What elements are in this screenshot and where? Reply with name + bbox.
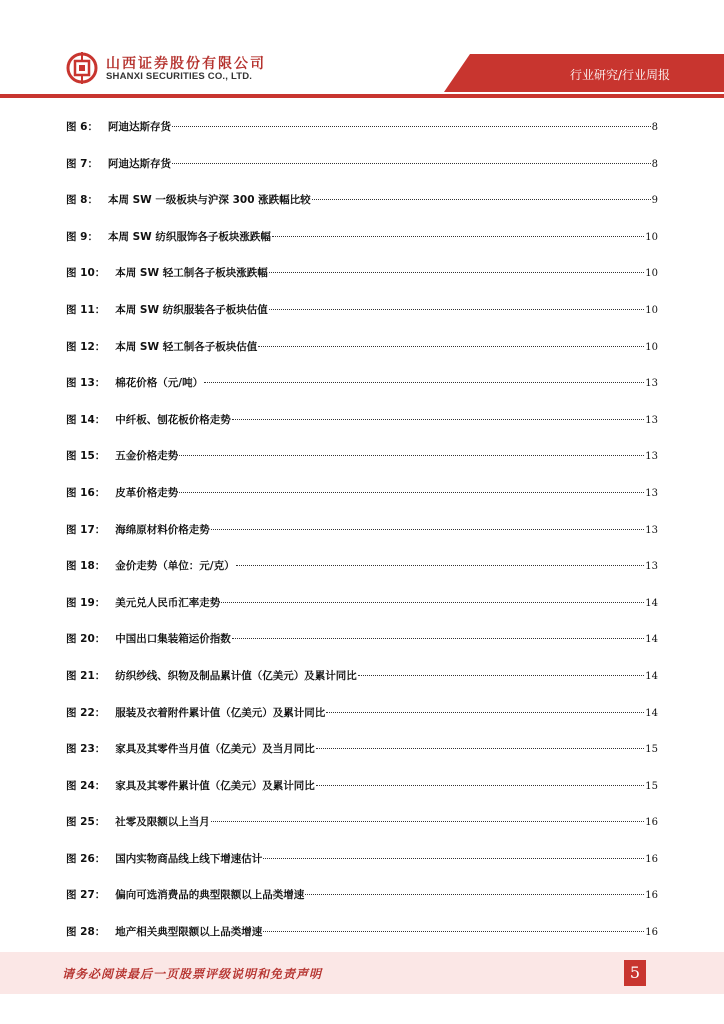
toc-dot-leader	[172, 126, 651, 127]
toc-figure-title[interactable]: 皮革价格走势	[115, 486, 179, 499]
toc-entry[interactable]	[66, 227, 658, 264]
toc-page-number[interactable]: 15	[645, 744, 658, 756]
shanxi-securities-logo-icon	[66, 52, 98, 84]
toc-dot-leader	[358, 675, 644, 676]
toc-page-number[interactable]: 14	[645, 707, 658, 719]
toc-figure-title[interactable]: 金价走势（单位：元/克）	[115, 560, 235, 573]
toc-page-number[interactable]: 16	[645, 927, 658, 939]
toc-entry[interactable]	[66, 337, 658, 374]
toc-figure-label: 图 13：	[66, 377, 106, 390]
toc-figure-label: 图 25：	[66, 816, 106, 829]
toc-page-number[interactable]: 8	[651, 158, 658, 170]
toc-figure-title[interactable]: 海绵原材料价格走势	[115, 523, 210, 536]
toc-dot-leader	[179, 455, 644, 456]
toc-dot-leader	[232, 419, 644, 420]
toc-page-number[interactable]: 13	[645, 451, 658, 463]
toc-entry[interactable]	[66, 373, 658, 410]
toc-dot-leader	[272, 236, 644, 237]
toc-dot-leader	[258, 346, 644, 347]
toc-page-number[interactable]: 13	[645, 561, 658, 573]
figure-table-of-contents	[66, 117, 658, 959]
toc-figure-label: 图 12：	[66, 340, 106, 353]
toc-page-number[interactable]: 13	[645, 487, 658, 499]
toc-entry[interactable]	[66, 117, 658, 154]
toc-figure-title[interactable]: 地产相关典型限额以上品类增速	[115, 926, 263, 939]
toc-entry[interactable]	[66, 446, 658, 483]
toc-page-number[interactable]: 9	[651, 195, 658, 207]
company-name-en: SHANXI SECURITIES CO., LTD.	[106, 71, 253, 82]
toc-figure-label: 图 9：	[66, 230, 98, 243]
toc-page-number[interactable]: 16	[645, 853, 658, 865]
toc-entry[interactable]	[66, 410, 658, 447]
toc-figure-title[interactable]: 中国出口集装箱运价指数	[115, 633, 231, 646]
toc-figure-label: 图 6：	[66, 121, 98, 133]
report-type-label: 行业研究/行业周报	[569, 68, 670, 82]
toc-dot-leader	[172, 163, 651, 164]
page-number: 5	[624, 960, 646, 986]
toc-page-number[interactable]: 14	[645, 670, 658, 682]
toc-dot-leader	[204, 382, 644, 383]
toc-figure-title[interactable]: 本周 SW 纺织服装各子板块估值	[115, 303, 268, 316]
toc-entry[interactable]	[66, 885, 658, 922]
toc-page-number[interactable]: 10	[645, 341, 658, 353]
toc-figure-title[interactable]: 本周 SW 一级板块与沪深 300 涨跌幅比较	[107, 194, 311, 207]
toc-page-number[interactable]: 16	[645, 817, 658, 829]
disclaimer-notice: 请务必阅读最后一页股票评级说明和免责声明	[62, 967, 323, 981]
toc-figure-title[interactable]: 服装及衣着附件累计值（亿美元）及累计同比	[115, 706, 326, 719]
toc-dot-leader	[316, 785, 644, 786]
toc-entry[interactable]	[66, 703, 658, 740]
toc-page-number[interactable]: 10	[645, 268, 658, 280]
toc-entry[interactable]	[66, 593, 658, 630]
toc-figure-label: 图 21：	[66, 669, 106, 682]
toc-figure-label: 图 16：	[66, 486, 106, 499]
toc-page-number[interactable]: 13	[645, 378, 658, 390]
toc-figure-title[interactable]: 阿迪达斯存货	[107, 121, 171, 133]
toc-dot-leader	[312, 199, 651, 200]
toc-figure-label: 图 26：	[66, 852, 106, 865]
toc-page-number[interactable]: 14	[645, 634, 658, 646]
toc-page-number[interactable]: 10	[645, 304, 658, 316]
toc-entry[interactable]	[66, 739, 658, 776]
toc-dot-leader	[232, 638, 644, 639]
toc-figure-title[interactable]: 阿迪达斯存货	[107, 157, 171, 170]
toc-entry[interactable]	[66, 812, 658, 849]
toc-figure-title[interactable]: 五金价格走势	[115, 450, 179, 463]
toc-figure-title[interactable]: 家具及其零件当月值（亿美元）及当月同比	[115, 743, 315, 756]
toc-figure-title[interactable]: 纺织纱线、织物及制品累计值（亿美元）及累计同比	[115, 669, 357, 682]
toc-dot-leader	[326, 712, 644, 713]
toc-figure-title[interactable]: 本周 SW 轻工制各子板块涨跌幅	[115, 267, 268, 280]
toc-dot-leader	[305, 894, 644, 895]
toc-figure-title[interactable]: 棉花价格（元/吨）	[115, 377, 204, 390]
toc-dot-leader	[263, 858, 644, 859]
toc-figure-title[interactable]: 国内实物商品线上线下增速估计	[115, 852, 263, 865]
toc-figure-label: 图 27：	[66, 889, 106, 902]
toc-figure-label: 图 11：	[66, 303, 106, 316]
toc-figure-label: 图 14：	[66, 413, 106, 426]
page-header	[0, 0, 724, 98]
toc-figure-label: 图 10：	[66, 267, 106, 280]
company-name-cn: 山西证券股份有限公司	[106, 56, 266, 72]
toc-entry[interactable]	[66, 666, 658, 703]
toc-figure-label: 图 22：	[66, 706, 106, 719]
toc-figure-title[interactable]: 家具及其零件累计值（亿美元）及累计同比	[115, 779, 315, 792]
toc-figure-label: 图 20：	[66, 633, 106, 646]
toc-dot-leader	[316, 748, 644, 749]
toc-dot-leader	[221, 602, 644, 603]
toc-page-number[interactable]: 8	[651, 122, 658, 133]
toc-dot-leader	[236, 565, 645, 566]
toc-figure-title[interactable]: 本周 SW 轻工制各子板块估值	[115, 340, 258, 353]
toc-page-number[interactable]: 10	[645, 231, 658, 243]
toc-entry[interactable]	[66, 629, 658, 666]
header-banner	[0, 0, 724, 98]
toc-page-number[interactable]: 13	[645, 524, 658, 536]
toc-page-number[interactable]: 14	[645, 597, 658, 609]
page-footer	[0, 952, 724, 994]
toc-figure-label: 图 8：	[66, 194, 98, 207]
toc-entry[interactable]	[66, 520, 658, 557]
toc-figure-label: 图 19：	[66, 596, 106, 609]
toc-figure-label: 图 15：	[66, 450, 106, 463]
toc-figure-label: 图 24：	[66, 779, 106, 792]
toc-figure-title[interactable]: 美元兑人民币汇率走势	[115, 596, 221, 609]
toc-dot-leader	[179, 492, 644, 493]
toc-figure-label: 图 28：	[66, 926, 106, 939]
toc-figure-title[interactable]: 社零及限额以上当月	[115, 816, 210, 829]
toc-figure-title[interactable]: 本周 SW 纺织服饰各子板块涨跌幅	[107, 230, 271, 243]
toc-entry[interactable]	[66, 300, 658, 337]
toc-entry[interactable]	[66, 263, 658, 300]
toc-page-number[interactable]: 15	[645, 780, 658, 792]
toc-dot-leader	[263, 931, 644, 932]
toc-dot-leader	[211, 529, 644, 530]
toc-figure-label: 图 23：	[66, 743, 106, 756]
toc-entry[interactable]	[66, 483, 658, 520]
toc-entry[interactable]	[66, 849, 658, 886]
toc-figure-title[interactable]: 偏向可选消费品的典型限额以上品类增速	[115, 889, 305, 902]
toc-entry[interactable]	[66, 776, 658, 813]
toc-dot-leader	[211, 821, 644, 822]
toc-figure-label: 图 18：	[66, 560, 106, 573]
toc-page-number[interactable]: 16	[645, 890, 658, 902]
toc-figure-label: 图 7：	[66, 157, 98, 170]
toc-figure-label: 图 17：	[66, 523, 106, 536]
toc-entry[interactable]	[66, 154, 658, 191]
toc-dot-leader	[269, 309, 645, 310]
toc-figure-title[interactable]: 中纤板、刨花板价格走势	[115, 413, 231, 426]
toc-page-number[interactable]: 13	[645, 414, 658, 426]
toc-entry[interactable]	[66, 190, 658, 227]
toc-dot-leader	[269, 272, 645, 273]
toc-entry[interactable]	[66, 556, 658, 593]
